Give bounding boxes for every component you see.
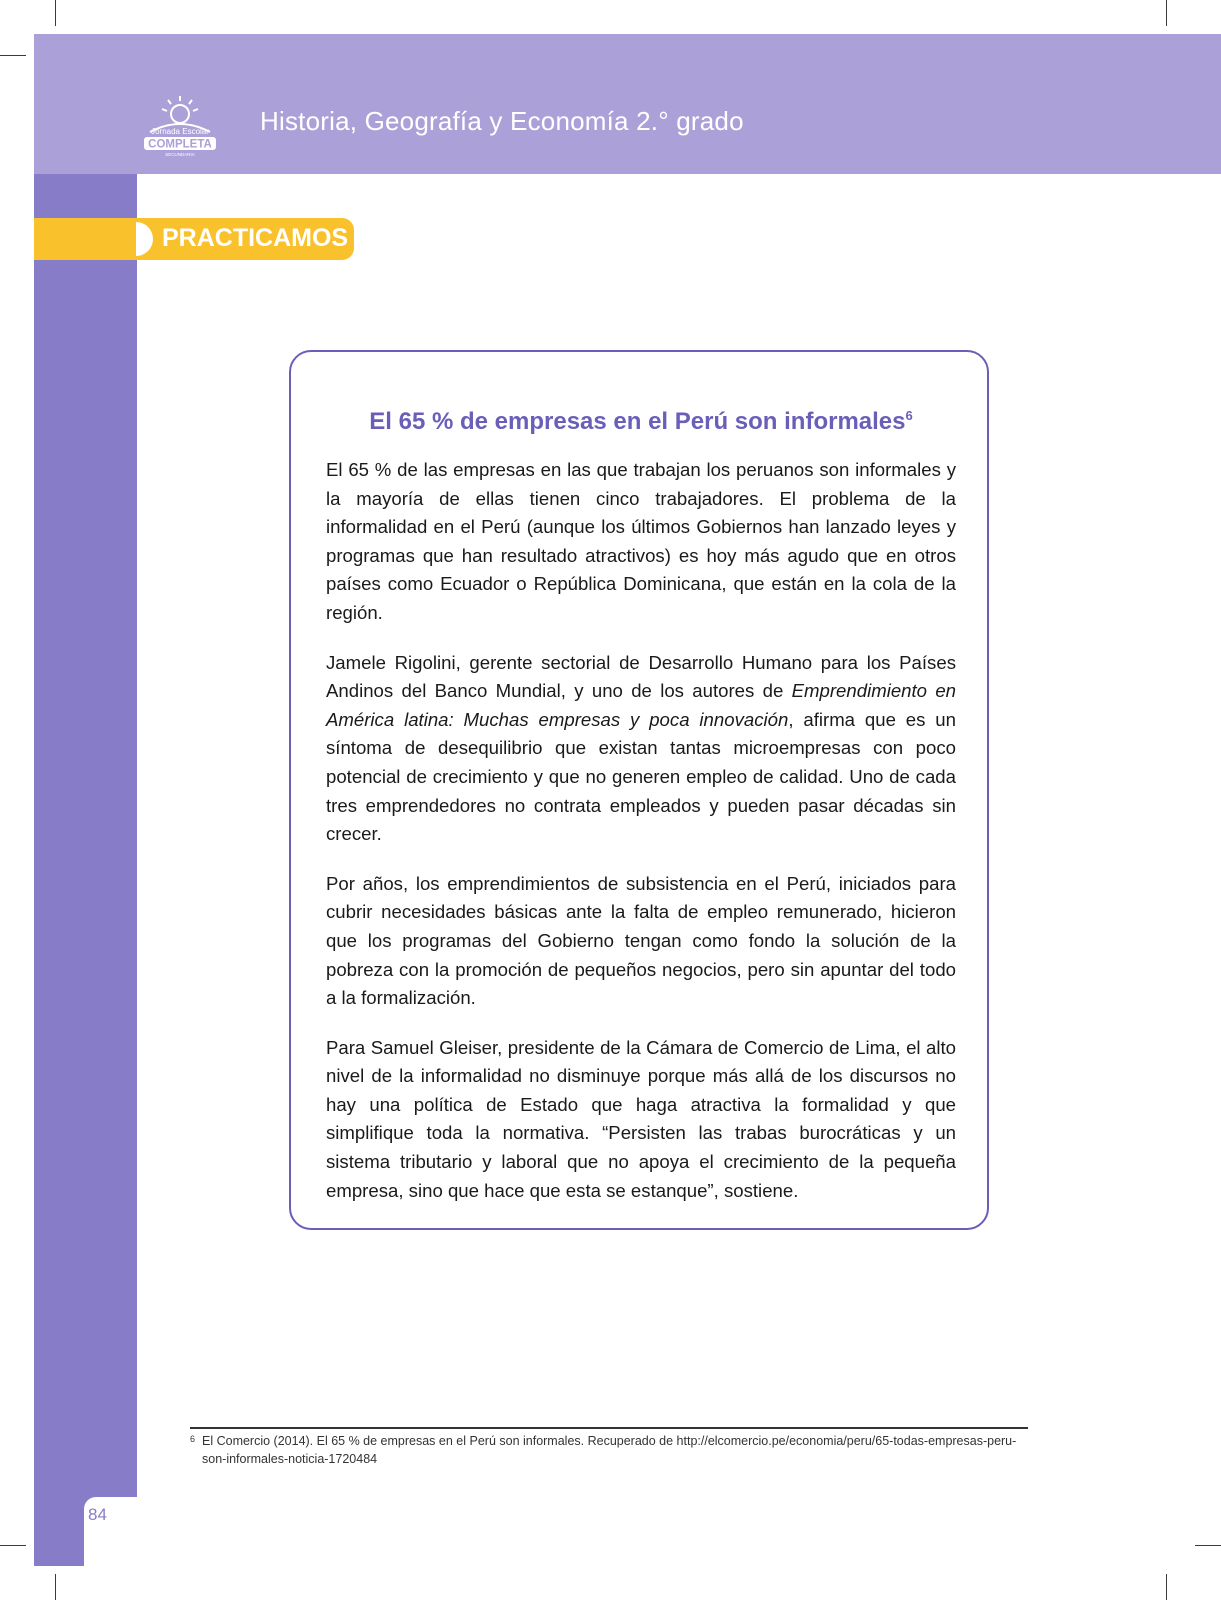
logo-line-3: SECUNDARIA — [165, 152, 195, 157]
crop-mark — [1195, 1545, 1221, 1546]
jornada-escolar-completa-logo-icon — [138, 94, 222, 158]
book-title: Emprendimiento en América latina: Muchas empresas y poca innovación — [326, 680, 957, 730]
section-tab — [34, 218, 354, 260]
crop-mark — [0, 55, 26, 56]
article-paragraph: Por años, los emprendimientos de subsistencia en el Perú, iniciados para cubrir necesidades básicas ante la falta de empleo remunerado, hicieron que los programas del Gobierno tengan como fondo la solución de la pobreza con la promoción de pequeños negocios, pero sin apuntar del todo a la formalización. — [326, 872, 956, 1009]
crop-mark — [1166, 1574, 1167, 1600]
article-paragraph: El 65 % de las empresas en las que trabajan los peruanos son informales y la mayoría de ellas tienen cinco trabajadores. El problema de la informalidad en el Perú (aunque los últimos Gobiernos han lanzado leyes y programas que han resultado atractivos) es hoy más agudo que en otros países como Ecuador o República Dominicana, que están en la cola de la región. — [326, 459, 956, 623]
article-paragraph — [326, 649, 956, 849]
paragraph-text: Jamele Rigolini, gerente sectorial de Desarrollo Humano para los Países Andinos del Banco Mundial, y uno de los autores de — [326, 651, 956, 702]
article-box — [289, 350, 989, 1230]
page-header — [34, 34, 1221, 174]
header-title: Historia, Geografía y Economía 2.° grado — [260, 106, 744, 136]
article-body — [326, 456, 956, 1226]
crop-mark — [0, 1545, 26, 1546]
section-label: PRACTICAMOS — [162, 224, 349, 252]
logo-line-2: COMPLETA — [148, 138, 212, 151]
page-number-tab — [84, 1497, 137, 1566]
page-number: 84 — [88, 1505, 107, 1524]
footnote-ref: 6 — [905, 408, 913, 423]
article-title-text: El 65 % de empresas en el Perú son informales — [369, 408, 906, 435]
crop-mark — [1166, 0, 1167, 26]
footnote-text: El Comercio (2014). El 65 % de empresas en el Perú son informales. Recuperado de http://elcomercio.pe/economia/peru/65-todas-empresas-peru-son-informales-noticia-1720484 — [202, 1434, 1017, 1466]
sidebar-band — [34, 174, 137, 1566]
article-paragraph: Para Samuel Gleiser, presidente de la Cámara de Comercio de Lima, el alto nivel de la informalidad no disminuye porque más allá de los discursos no hay una política de Estado que haga atractiva la formalidad y que simplifique toda la normativa. “Persisten las trabas burocráticas y un sistema tributario y laboral que no apoya el crecimiento de la pequeña empresa, sino que hace que esta se estanque”, sostiene. — [326, 1036, 956, 1201]
paragraph-text: , afirma que es un síntoma de desequilibrio que existan tantas microempresas con poco potencial de crecimiento y que no generen empleo de calidad. Uno de cada tres emprendedores no contrata empleados y pueden pasar décadas sin crecer. — [326, 708, 956, 845]
footnote-number: 6 — [190, 1434, 196, 1444]
footnote-divider — [190, 1427, 1028, 1429]
crop-mark — [55, 1574, 56, 1600]
crop-mark — [55, 0, 56, 26]
footnote — [190, 1432, 1028, 1468]
logo-line-1: Jornada Escolar — [151, 127, 209, 136]
article-title — [291, 408, 991, 436]
section-tab-notch — [136, 222, 153, 256]
